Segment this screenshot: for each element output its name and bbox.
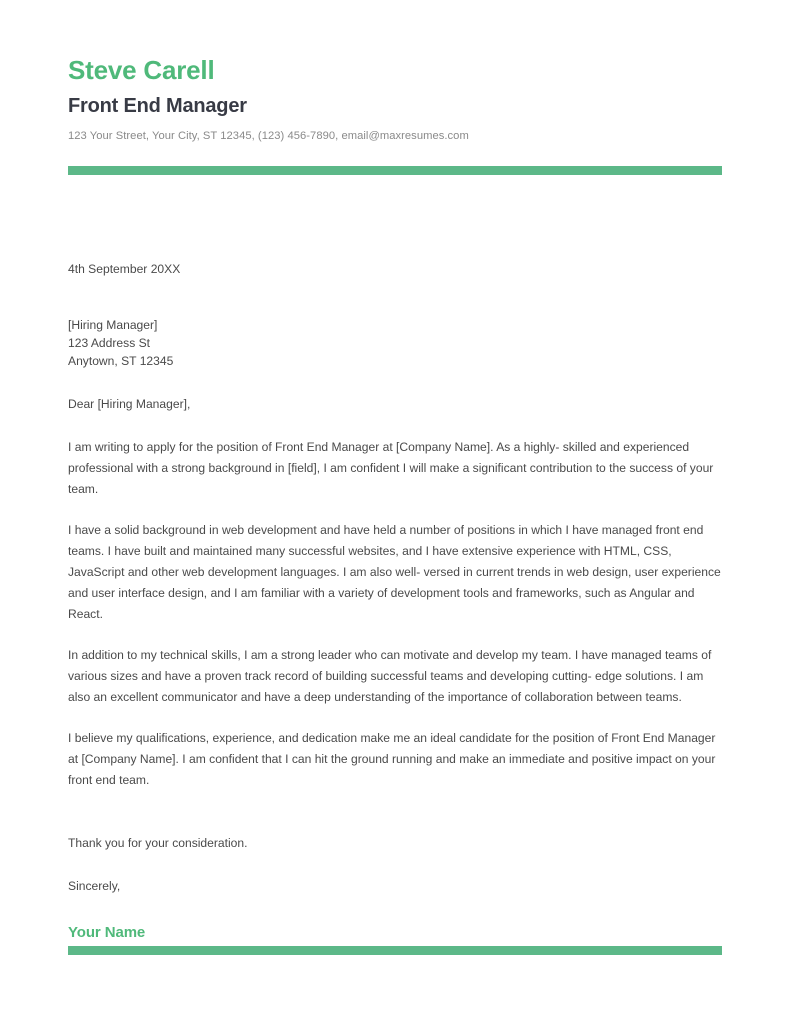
recipient-street: 123 Address St: [68, 336, 151, 350]
recipient-city-state-zip: Anytown, ST 12345: [68, 354, 174, 368]
letter-paragraph: I am writing to apply for the position of Front End Manager at [Company Name]. As a highly- skilled and experienced professional with a strong background in [field], I am confident I will make a significant contribution to the success of your team.: [68, 440, 714, 496]
letter-closing-block: [68, 833, 722, 943]
letter-paragraph: I believe my qualifications, experience, and dedication make me an ideal candidate for the position of Front End Manager at [Company Name]. I am confident that I can hit the ground running and make an immediate and positive impact on your front end team.: [68, 731, 716, 787]
header-block: [68, 0, 722, 143]
letter-salutation: Dear [Hiring Manager],: [68, 397, 191, 411]
recipient-address-block: [68, 316, 722, 370]
letterhead-header: [68, 0, 722, 143]
letter-signature-name: Your Name: [68, 924, 146, 941]
applicant-job-title: Front End Manager: [68, 94, 247, 117]
letter-thanks: Thank you for your consideration.: [68, 836, 248, 850]
recipient-name: [Hiring Manager]: [68, 318, 158, 332]
letter-body: [68, 259, 722, 943]
footer-accent-rule: [68, 946, 722, 955]
letter-date: 4th September 20XX: [68, 262, 181, 276]
applicant-name: Steve Carell: [68, 55, 215, 85]
contact-info-line: 123 Your Street, Your City, ST 12345, (123) 456-7890, email@maxresumes.com: [68, 129, 469, 142]
letter-paragraph: I have a solid background in web development and have held a number of positions in which I have managed front end teams. I have built and maintained many successful websites, and I have extensive experience with HTML, CSS, JavaScript and other web development languages. I am also well- versed in current trends in web design, user experience and user interface design, and I am familiar with a variety of development tools and frameworks, such as Angular and React.: [68, 523, 721, 621]
letter-paragraph: In addition to my technical skills, I am a strong leader who can motivate and develop my team. I have managed teams of various sizes and have a proven track record of building successful teams and developing cutting- edge solutions. I am also an excellent communicator and have a deep understanding of the importance of collaboration between teams.: [68, 648, 712, 704]
letter-sign-off: Sincerely,: [68, 879, 121, 893]
header-accent-rule: [68, 166, 722, 175]
